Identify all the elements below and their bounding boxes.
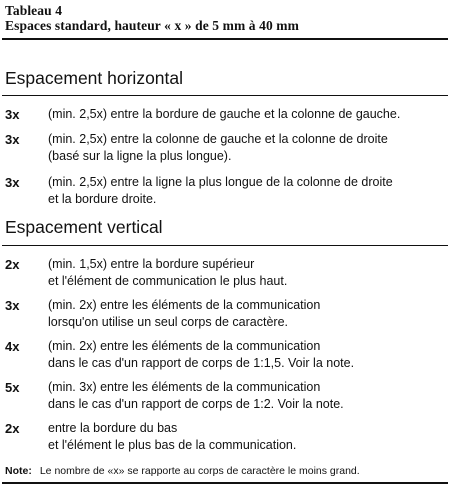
multiplier: 4x (5, 339, 20, 354)
spacing-description (48, 297, 448, 331)
table-number: Tableau 4 (5, 3, 63, 18)
note-text: Le nombre de «x» se rapporte au corps de caractère le moins grand. (39, 465, 360, 477)
description-line: et la bordure droite. (48, 192, 157, 206)
spacing-description (48, 106, 448, 123)
table-title: Espaces standard, hauteur « x » de 5 mm à 40 mm (5, 18, 299, 33)
note-label: Note: (5, 465, 32, 477)
spacing-description (48, 338, 448, 372)
description-line: (min. 2,5x) entre la bordure de gauche et la colonne de gauche. (48, 107, 401, 121)
description-line: dans le cas d'un rapport de corps de 1:2. Voir la note. (48, 397, 344, 411)
description-line: (min. 2x) entre les éléments de la communication (48, 339, 321, 353)
spacing-description (48, 420, 448, 454)
multiplier: 5x (5, 380, 20, 395)
table-header (5, 3, 299, 33)
spacing-description (48, 174, 448, 208)
section-title-vertical: Espacement vertical (5, 217, 163, 237)
multiplier: 2x (5, 421, 20, 436)
section-divider-vertical (2, 245, 448, 246)
description-line: (min. 2,5x) entre la ligne la plus longue de la colonne de droite (48, 175, 393, 189)
multiplier: 3x (5, 132, 20, 147)
spacing-description (48, 131, 448, 165)
description-line: (basé sur la ligne la plus longue). (48, 149, 232, 163)
description-line: (min. 1,5x) entre la bordure supérieur (48, 257, 255, 271)
section-title-horizontal: Espacement horizontal (5, 68, 184, 88)
description-line: et l'élément de communication le plus haut. (48, 274, 288, 288)
spacing-description (48, 256, 448, 290)
header-divider (2, 38, 448, 40)
description-line: lorsqu'on utilise un seul corps de caractère. (48, 315, 289, 329)
multiplier: 3x (5, 298, 20, 313)
footnote (5, 464, 360, 478)
multiplier: 2x (5, 257, 20, 272)
description-line: (min. 2x) entre les éléments de la communication (48, 298, 321, 312)
bottom-divider (2, 482, 448, 484)
spacing-description (48, 379, 448, 413)
description-line: dans le cas d'un rapport de corps de 1:1,5. Voir la note. (48, 356, 355, 370)
multiplier: 3x (5, 107, 20, 122)
description-line: (min. 2,5x) entre la colonne de gauche et la colonne de droite (48, 132, 388, 146)
description-line: (min. 3x) entre les éléments de la communication (48, 380, 321, 394)
description-line: et l'élément le plus bas de la communication. (48, 438, 297, 452)
multiplier: 3x (5, 175, 20, 190)
description-line: entre la bordure du bas (48, 421, 178, 435)
section-divider-horizontal (2, 95, 448, 96)
